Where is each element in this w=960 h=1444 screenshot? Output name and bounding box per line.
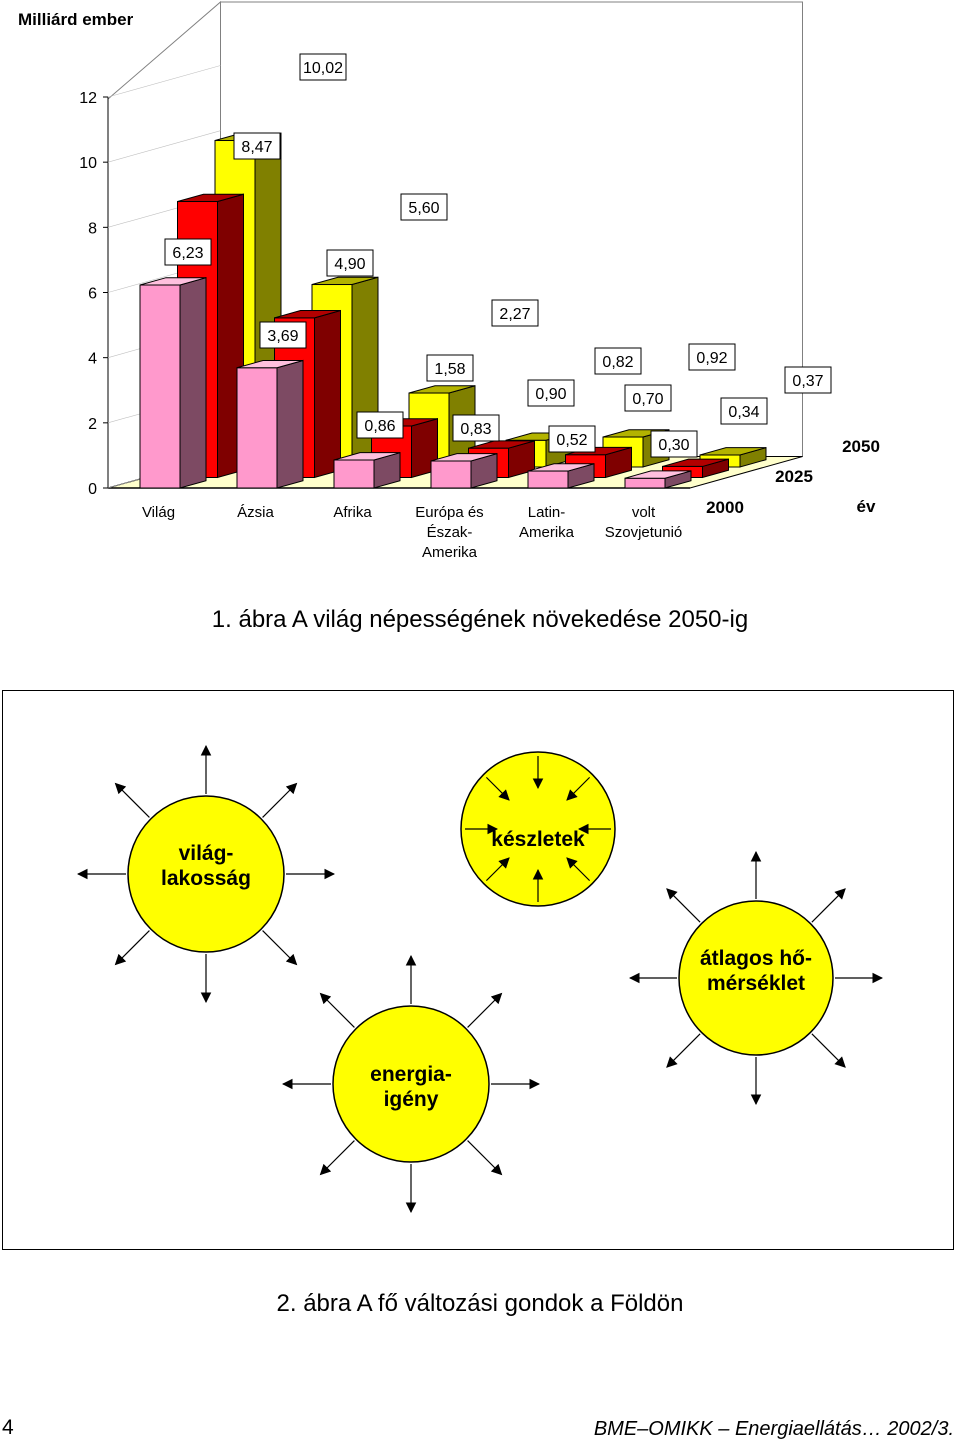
bar-group bbox=[237, 360, 303, 488]
y-tick-label: 10 bbox=[79, 155, 97, 173]
category-label: Európa és bbox=[415, 504, 484, 521]
data-label: 0,90 bbox=[535, 386, 567, 403]
arrow bbox=[115, 783, 149, 817]
bar-front bbox=[334, 460, 374, 488]
category-label: Világ bbox=[141, 504, 176, 521]
y-tick-label: 0 bbox=[88, 481, 97, 498]
circle-label-line: lakosság bbox=[161, 867, 251, 890]
bar-side bbox=[180, 278, 206, 488]
population-chart bbox=[0, 0, 960, 590]
y-axis-title: Milliárd ember bbox=[18, 10, 134, 29]
data-label: 6,23 bbox=[172, 245, 204, 262]
data-label: 0,52 bbox=[556, 432, 588, 449]
circle-label-line: mérséklet bbox=[706, 972, 806, 995]
category-label: Ázsia bbox=[237, 504, 274, 521]
category-label: Latin- bbox=[527, 504, 566, 521]
circle-label-line: energia- bbox=[370, 1063, 452, 1086]
bar-side bbox=[277, 360, 303, 488]
arrow bbox=[468, 993, 502, 1027]
depth-axis-title: év bbox=[856, 497, 876, 516]
bar-front bbox=[625, 478, 665, 488]
footer-journal: BME–OMIKK – Energiaellátás… 2002/3. bbox=[593, 1418, 954, 1440]
data-label: 5,60 bbox=[408, 200, 440, 217]
circle-label-line: igény bbox=[383, 1088, 439, 1111]
bar-group bbox=[140, 278, 206, 488]
arrow bbox=[812, 889, 845, 922]
arrow bbox=[115, 931, 149, 965]
data-label: 0,30 bbox=[658, 437, 690, 454]
y-tick-label: 12 bbox=[79, 90, 97, 107]
data-label: 0,70 bbox=[632, 391, 664, 408]
circle-label-energiaigeny bbox=[331, 1062, 491, 1112]
data-label: 3,69 bbox=[267, 328, 299, 345]
change-diagram bbox=[2, 690, 954, 1250]
bar-front bbox=[431, 461, 471, 488]
y-tick-label: 8 bbox=[88, 220, 97, 238]
data-label: 0,83 bbox=[460, 421, 492, 438]
y-tick-label: 4 bbox=[88, 350, 97, 368]
data-label: 0,92 bbox=[696, 350, 728, 367]
circle-label-line: átlagos hő- bbox=[699, 947, 812, 970]
arrow bbox=[812, 1034, 845, 1067]
series-depth-label: 2050 bbox=[842, 437, 880, 456]
y-tick-label: 6 bbox=[88, 285, 97, 303]
circle-label-line: készletek bbox=[491, 828, 585, 851]
data-label: 8,47 bbox=[241, 139, 273, 156]
figure2-caption: 2. ábra A fő változási gondok a Földön bbox=[276, 1290, 684, 1317]
data-label: 0,86 bbox=[364, 418, 396, 435]
bar-front bbox=[528, 471, 568, 488]
bar-group bbox=[334, 453, 400, 488]
category-label: Amerika bbox=[518, 524, 575, 541]
bar-front bbox=[140, 285, 180, 488]
figure1-caption: 1. ábra A világ népességének növekedése 2050-ig bbox=[211, 606, 749, 633]
circle-label-keszletek bbox=[458, 827, 618, 852]
arrow bbox=[263, 783, 297, 817]
series-depth-label: 2025 bbox=[775, 467, 813, 486]
bar-side bbox=[315, 311, 341, 478]
category-label: Észak- bbox=[426, 524, 473, 541]
category-label: Afrika bbox=[333, 504, 372, 521]
arrow bbox=[320, 993, 354, 1027]
arrow bbox=[667, 889, 700, 922]
circle-label-atlagos-homerseklet bbox=[676, 946, 836, 996]
series-depth-label: 2000 bbox=[706, 498, 744, 517]
category-label: Szovjetunió bbox=[604, 524, 683, 541]
circle-label-line: világ- bbox=[178, 842, 234, 865]
data-label: 4,90 bbox=[334, 256, 366, 273]
circle-label-vilaglakossag bbox=[131, 841, 281, 891]
arrow bbox=[263, 931, 297, 965]
category-label: Amerika bbox=[421, 544, 478, 561]
bar-group bbox=[431, 454, 497, 488]
page-number: 4 bbox=[2, 1416, 14, 1439]
arrow bbox=[468, 1141, 502, 1175]
data-label: 0,34 bbox=[728, 404, 760, 421]
data-label: 2,27 bbox=[499, 306, 531, 323]
data-label: 0,82 bbox=[602, 354, 634, 371]
arrow bbox=[667, 1034, 700, 1067]
y-tick-label: 2 bbox=[88, 415, 97, 433]
data-label: 1,58 bbox=[434, 361, 466, 378]
arrow bbox=[320, 1141, 354, 1175]
data-label: 0,37 bbox=[792, 373, 824, 390]
bar-front bbox=[237, 368, 277, 488]
category-label: volt bbox=[631, 504, 656, 521]
data-label: 10,02 bbox=[302, 60, 344, 77]
